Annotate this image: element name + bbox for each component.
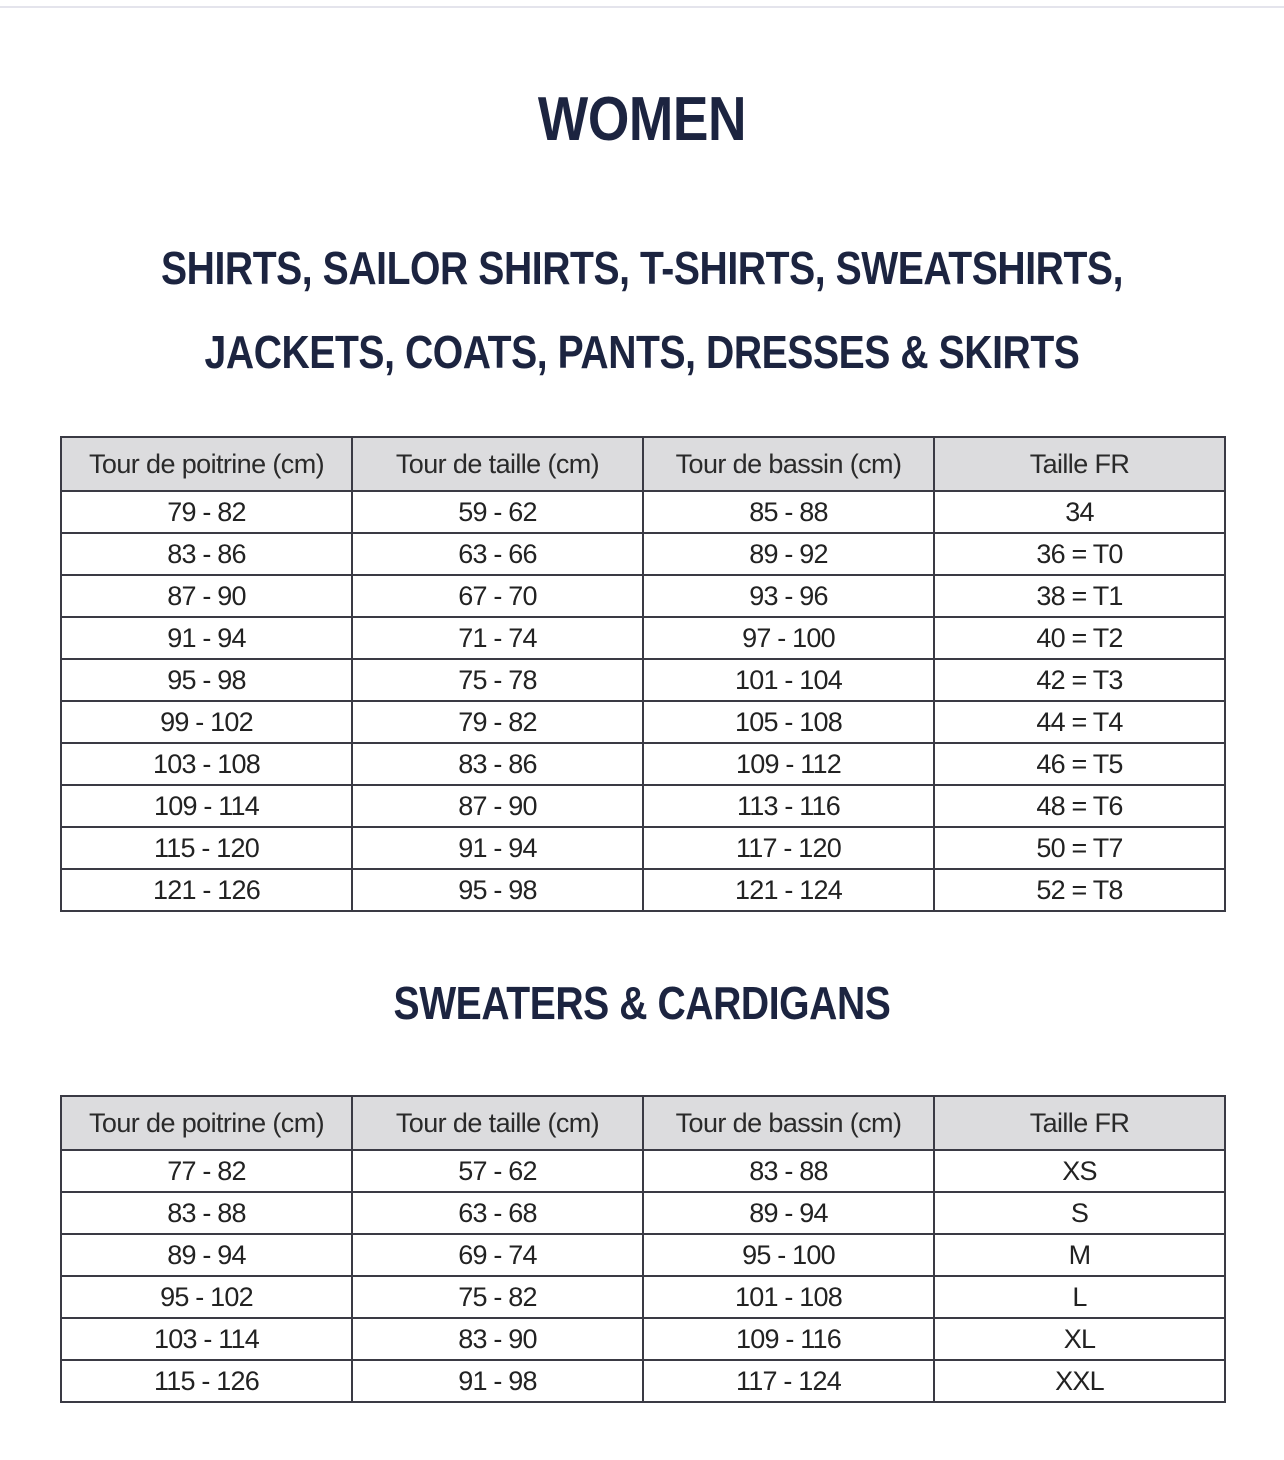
cell-hips: 85 - 88 bbox=[643, 491, 934, 533]
page-title: WOMEN bbox=[537, 85, 747, 154]
top-divider bbox=[0, 6, 1284, 8]
table-row bbox=[61, 659, 1225, 701]
table-row bbox=[61, 869, 1225, 911]
table-row bbox=[61, 827, 1225, 869]
cell-chest: 83 - 86 bbox=[61, 533, 352, 575]
cell-hips: 121 - 124 bbox=[643, 869, 934, 911]
cell-hips: 109 - 116 bbox=[643, 1318, 934, 1360]
cell-hips: 89 - 92 bbox=[643, 533, 934, 575]
cell-hips: 95 - 100 bbox=[643, 1234, 934, 1276]
cell-waist: 71 - 74 bbox=[352, 617, 643, 659]
cell-fr-size: L bbox=[934, 1276, 1225, 1318]
cell-waist: 59 - 62 bbox=[352, 491, 643, 533]
cell-waist: 95 - 98 bbox=[352, 869, 643, 911]
cell-fr-size: S bbox=[934, 1192, 1225, 1234]
section-title-line-1: SWEATERS & CARDIGANS bbox=[393, 977, 891, 1029]
cell-hips: 89 - 94 bbox=[643, 1192, 934, 1234]
header-hips: Tour de bassin (cm) bbox=[643, 1096, 934, 1150]
table-row bbox=[61, 575, 1225, 617]
cell-waist: 87 - 90 bbox=[352, 785, 643, 827]
cell-chest: 83 - 88 bbox=[61, 1192, 352, 1234]
cell-waist: 67 - 70 bbox=[352, 575, 643, 617]
cell-hips: 113 - 116 bbox=[643, 785, 934, 827]
cell-fr-size: 48 = T6 bbox=[934, 785, 1225, 827]
table-row bbox=[61, 1150, 1225, 1192]
section-title-line-1: SHIRTS, SAILOR SHIRTS, T-SHIRTS, SWEATSHIRTS, bbox=[160, 242, 1124, 294]
cell-hips: 105 - 108 bbox=[643, 701, 934, 743]
cell-hips: 97 - 100 bbox=[643, 617, 934, 659]
cell-hips: 101 - 108 bbox=[643, 1276, 934, 1318]
cell-chest: 109 - 114 bbox=[61, 785, 352, 827]
cell-waist: 91 - 98 bbox=[352, 1360, 643, 1402]
size-table-shirts bbox=[60, 436, 1226, 912]
cell-hips: 83 - 88 bbox=[643, 1150, 934, 1192]
header-chest: Tour de poitrine (cm) bbox=[61, 1096, 352, 1150]
cell-waist: 83 - 90 bbox=[352, 1318, 643, 1360]
cell-chest: 89 - 94 bbox=[61, 1234, 352, 1276]
cell-waist: 91 - 94 bbox=[352, 827, 643, 869]
cell-chest: 115 - 126 bbox=[61, 1360, 352, 1402]
cell-fr-size: 34 bbox=[934, 491, 1225, 533]
header-chest: Tour de poitrine (cm) bbox=[61, 437, 352, 491]
cell-chest: 79 - 82 bbox=[61, 491, 352, 533]
table-row bbox=[61, 1234, 1225, 1276]
cell-chest: 91 - 94 bbox=[61, 617, 352, 659]
header-waist: Tour de taille (cm) bbox=[352, 1096, 643, 1150]
cell-fr-size: 42 = T3 bbox=[934, 659, 1225, 701]
cell-waist: 57 - 62 bbox=[352, 1150, 643, 1192]
cell-chest: 103 - 114 bbox=[61, 1318, 352, 1360]
cell-chest: 99 - 102 bbox=[61, 701, 352, 743]
cell-chest: 87 - 90 bbox=[61, 575, 352, 617]
table-row bbox=[61, 743, 1225, 785]
cell-fr-size: M bbox=[934, 1234, 1225, 1276]
cell-hips: 109 - 112 bbox=[643, 743, 934, 785]
table-row bbox=[61, 1192, 1225, 1234]
section-title-shirts bbox=[96, 226, 1187, 394]
table-header-row bbox=[61, 1096, 1225, 1150]
table-header-row bbox=[61, 437, 1225, 491]
cell-waist: 63 - 66 bbox=[352, 533, 643, 575]
cell-waist: 75 - 78 bbox=[352, 659, 643, 701]
cell-fr-size: 38 = T1 bbox=[934, 575, 1225, 617]
table-row bbox=[61, 1318, 1225, 1360]
cell-chest: 95 - 98 bbox=[61, 659, 352, 701]
cell-waist: 75 - 82 bbox=[352, 1276, 643, 1318]
header-fr-size: Taille FR bbox=[934, 437, 1225, 491]
table-row bbox=[61, 701, 1225, 743]
cell-chest: 95 - 102 bbox=[61, 1276, 352, 1318]
size-table-sweaters bbox=[60, 1095, 1226, 1403]
cell-chest: 77 - 82 bbox=[61, 1150, 352, 1192]
header-fr-size: Taille FR bbox=[934, 1096, 1225, 1150]
cell-hips: 101 - 104 bbox=[643, 659, 934, 701]
cell-fr-size: XXL bbox=[934, 1360, 1225, 1402]
cell-fr-size: XL bbox=[934, 1318, 1225, 1360]
cell-fr-size: 50 = T7 bbox=[934, 827, 1225, 869]
table-row bbox=[61, 617, 1225, 659]
table-row bbox=[61, 785, 1225, 827]
table-row bbox=[61, 533, 1225, 575]
cell-waist: 69 - 74 bbox=[352, 1234, 643, 1276]
cell-waist: 79 - 82 bbox=[352, 701, 643, 743]
header-hips: Tour de bassin (cm) bbox=[643, 437, 934, 491]
cell-waist: 83 - 86 bbox=[352, 743, 643, 785]
cell-hips: 117 - 124 bbox=[643, 1360, 934, 1402]
table-body bbox=[61, 1150, 1225, 1402]
cell-chest: 103 - 108 bbox=[61, 743, 352, 785]
cell-waist: 63 - 68 bbox=[352, 1192, 643, 1234]
table-row bbox=[61, 491, 1225, 533]
cell-chest: 121 - 126 bbox=[61, 869, 352, 911]
cell-fr-size: 40 = T2 bbox=[934, 617, 1225, 659]
table-row bbox=[61, 1276, 1225, 1318]
table-row bbox=[61, 1360, 1225, 1402]
cell-fr-size: XS bbox=[934, 1150, 1225, 1192]
cell-hips: 93 - 96 bbox=[643, 575, 934, 617]
cell-fr-size: 46 = T5 bbox=[934, 743, 1225, 785]
cell-hips: 117 - 120 bbox=[643, 827, 934, 869]
cell-fr-size: 36 = T0 bbox=[934, 533, 1225, 575]
cell-chest: 115 - 120 bbox=[61, 827, 352, 869]
section-title-sweaters bbox=[96, 968, 1187, 1038]
table-body bbox=[61, 491, 1225, 911]
header-waist: Tour de taille (cm) bbox=[352, 437, 643, 491]
section-title-line-2: JACKETS, COATS, PANTS, DRESSES & SKIRTS bbox=[204, 326, 1080, 378]
cell-fr-size: 52 = T8 bbox=[934, 869, 1225, 911]
cell-fr-size: 44 = T4 bbox=[934, 701, 1225, 743]
